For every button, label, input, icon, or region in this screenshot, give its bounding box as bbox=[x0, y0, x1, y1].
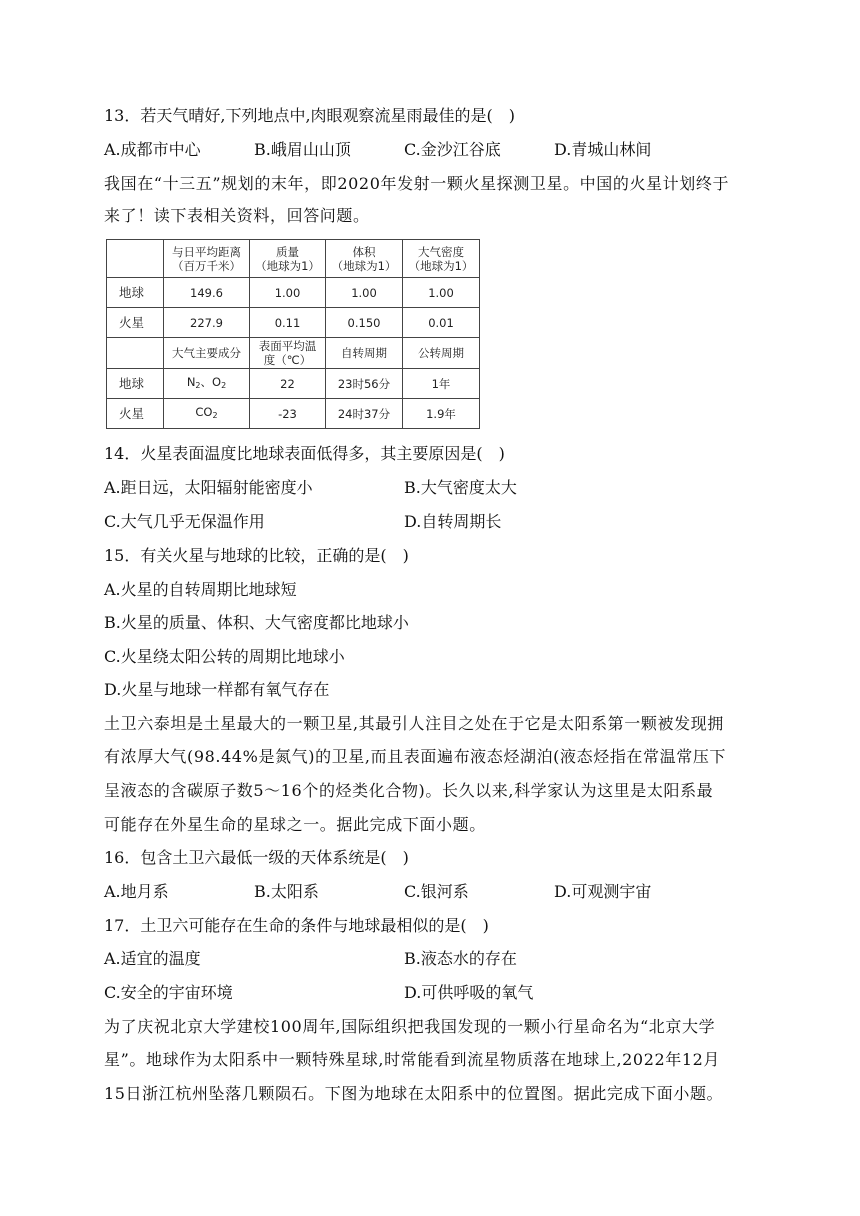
table-row-label: 火星 bbox=[107, 308, 164, 338]
q14-option-c[interactable]: C.大气几乎无保温作用 bbox=[104, 512, 265, 531]
table-row-label: 地球 bbox=[107, 369, 164, 399]
table-cell: 149.6 bbox=[164, 278, 250, 308]
table-row bbox=[107, 399, 480, 429]
table-cell: 1年 bbox=[403, 369, 480, 399]
q14-option-d[interactable]: D.自转周期长 bbox=[404, 512, 502, 531]
table-cell: 24时37分 bbox=[326, 399, 403, 429]
q16-option-b[interactable]: B.太阳系 bbox=[254, 882, 319, 901]
q14-option-b[interactable]: B.大气密度太大 bbox=[404, 478, 517, 497]
table-cell: 22 bbox=[250, 369, 326, 399]
table-header-cell: 大气密度 （地球为1） bbox=[403, 240, 480, 278]
table-cell: 0.150 bbox=[326, 308, 403, 338]
table-row-label: 地球 bbox=[107, 278, 164, 308]
table-header-cell: 大气主要成分 bbox=[164, 338, 250, 369]
q14-stem: 14．火星表面温度比地球表面低得多，其主要原因是( ) bbox=[104, 444, 505, 463]
table-header-row-1 bbox=[107, 240, 480, 278]
passage2-line2: 有浓厚大气(98.44%是氮气)的卫星,而且表面遍布液态烃湖泊(液态烃指在常温常压下 bbox=[104, 747, 727, 766]
passage3-line3: 15日浙江杭州坠落几颗陨石。下图为地球在太阳系中的位置图。据此完成下面小题。 bbox=[104, 1084, 724, 1103]
table-cell-empty bbox=[107, 240, 164, 278]
q13-option-b[interactable]: B.峨眉山山顶 bbox=[254, 140, 351, 159]
q17-option-b[interactable]: B.液态水的存在 bbox=[404, 949, 517, 968]
mars-earth-table bbox=[106, 239, 480, 429]
q16-option-c[interactable]: C.银河系 bbox=[404, 882, 469, 901]
q15-stem: 15．有关火星与地球的比较，正确的是( ) bbox=[104, 546, 409, 565]
table-cell-empty bbox=[107, 338, 164, 369]
table-header-cell: 质量 （地球为1） bbox=[250, 240, 326, 278]
table-cell-formula bbox=[164, 369, 250, 399]
q13-option-a[interactable]: A.成都市中心 bbox=[104, 140, 201, 159]
q17-option-c[interactable]: C.安全的宇宙环境 bbox=[104, 983, 233, 1002]
q15-option-d[interactable]: D.火星与地球一样都有氧气存在 bbox=[104, 680, 330, 699]
table-cell: 0.01 bbox=[403, 308, 480, 338]
q15-option-c[interactable]: C.火星绕太阳公转的周期比地球小 bbox=[104, 647, 345, 666]
passage1-line1: 我国在“十三五”规划的末年，即2020年发射一颗火星探测卫星。中国的火星计划终于 bbox=[104, 174, 730, 193]
passage2-line3: 呈液态的含碳原子数5～16个的烃类化合物)。长久以来,科学家认为这里是太阳系最 bbox=[104, 781, 714, 800]
table-header-cell: 公转周期 bbox=[403, 338, 480, 369]
table-cell: 23时56分 bbox=[326, 369, 403, 399]
passage2-line4: 可能存在外星生命的星球之一。据此完成下面小题。 bbox=[104, 815, 486, 834]
table-cell: 1.00 bbox=[403, 278, 480, 308]
table-cell: 1.00 bbox=[326, 278, 403, 308]
q16-option-a[interactable]: A.地月系 bbox=[104, 882, 169, 901]
q14-option-a[interactable]: A.距日远，太阳辐射能密度小 bbox=[104, 478, 313, 497]
table-cell: 1.9年 bbox=[403, 399, 480, 429]
table-row bbox=[107, 369, 480, 399]
passage3-line2: 星”。地球作为太阳系中一颗特殊星球,时常能看到流星物质落在地球上,2022年12月 bbox=[104, 1050, 721, 1069]
passage2-line1: 土卫六泰坦是土星最大的一颗卫星,其最引人注目之处在于它是太阳系第一颗被发现拥 bbox=[104, 714, 724, 733]
q13-stem: 13．若天气晴好,下列地点中,肉眼观察流星雨最佳的是( ) bbox=[104, 106, 516, 125]
q16-option-d[interactable]: D.可观测宇宙 bbox=[554, 882, 652, 901]
passage3-line1: 为了庆祝北京大学建校100周年,国际组织把我国发现的一颗小行星命名为“北京大学 bbox=[104, 1017, 716, 1036]
q13-option-c[interactable]: C.金沙江谷底 bbox=[404, 140, 501, 159]
q13-option-d[interactable]: D.青城山林间 bbox=[554, 140, 652, 159]
q16-stem: 16．包含土卫六最低一级的天体系统是( ) bbox=[104, 848, 409, 867]
table-row bbox=[107, 308, 480, 338]
table-cell: 1.00 bbox=[250, 278, 326, 308]
q15-option-a[interactable]: A.火星的自转周期比地球短 bbox=[104, 580, 297, 599]
table-header-cell: 体积 （地球为1） bbox=[326, 240, 403, 278]
table-header-cell: 与日平均距离 （百万千米） bbox=[164, 240, 250, 278]
passage1-line2: 来了！读下表相关资料，回答问题。 bbox=[104, 206, 370, 225]
q15-option-b[interactable]: B.火星的质量、体积、大气密度都比地球小 bbox=[104, 613, 409, 632]
table-cell: 0.11 bbox=[250, 308, 326, 338]
q17-stem: 17．土卫六可能存在生命的条件与地球最相似的是( ) bbox=[104, 916, 489, 935]
table-cell-formula bbox=[164, 399, 250, 429]
table-row bbox=[107, 278, 480, 308]
formula-co2: $CO_2$ bbox=[195, 404, 218, 420]
table-cell: -23 bbox=[250, 399, 326, 429]
formula-n2-o2: $N_2$、$O_2$ bbox=[186, 374, 227, 390]
q17-option-d[interactable]: D.可供呼吸的氧气 bbox=[404, 983, 534, 1002]
table-row-label: 火星 bbox=[107, 399, 164, 429]
table-cell: 227.9 bbox=[164, 308, 250, 338]
table-header-cell: 自转周期 bbox=[326, 338, 403, 369]
table-header-row-2 bbox=[107, 338, 480, 369]
table-header-cell: 表面平均温 度（℃） bbox=[250, 338, 326, 369]
q17-option-a[interactable]: A.适宜的温度 bbox=[104, 949, 201, 968]
